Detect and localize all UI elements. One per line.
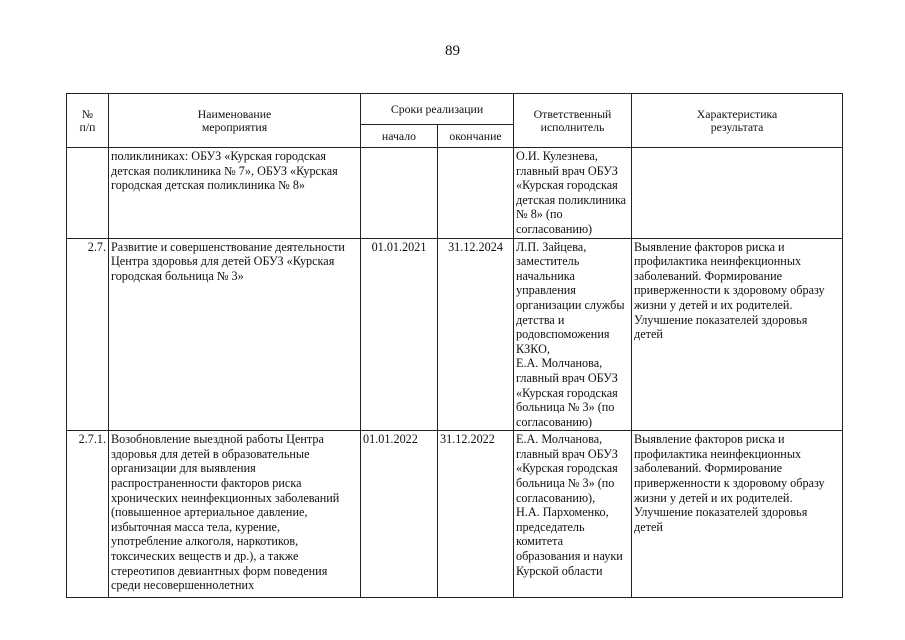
- row-result: [632, 148, 843, 239]
- row-responsible: О.И. Кулезнева, главный врач ОБУЗ «Курская городская детская поликлиника № 8» (по согласованию): [514, 148, 632, 239]
- header-result: Характеристика результата: [632, 94, 843, 148]
- header-period: Сроки реализации: [361, 94, 514, 125]
- row-num: 2.7.1.: [67, 431, 109, 598]
- row-end: 31.12.2024: [438, 238, 514, 431]
- row-end: [438, 148, 514, 239]
- row-responsible: Е.А. Молчанова, главный врач ОБУЗ «Курская городская больница № 3» (по согласованию), Н.А. Пархоменко, председатель комитета образования и науки Курской области: [514, 431, 632, 598]
- row-start: [361, 148, 438, 239]
- header-responsible: Ответственный исполнитель: [514, 94, 632, 148]
- row-name: Возобновление выездной работы Центра здоровья для детей в образовательные организации для выявления распространенности факторов риска хронических неинфекционных заболеваний (повышенное артериальное давление, избыточная масса тела, курение, употребление алкоголя, наркотиков, токсических веществ и др.), а также стереотипов девиантных форм поведения среди несовершеннолетних: [109, 431, 361, 598]
- header-end: окончание: [438, 125, 514, 148]
- page-number: 89: [445, 43, 460, 59]
- header-num: № п/п: [67, 94, 109, 148]
- header-name: Наименование мероприятия: [109, 94, 361, 148]
- row-start: 01.01.2021: [361, 238, 438, 431]
- table-row: [67, 238, 843, 431]
- row-end: 31.12.2022: [438, 431, 514, 598]
- table-row: [67, 431, 843, 598]
- row-num: [67, 148, 109, 239]
- header-row-top: [67, 94, 843, 125]
- row-result: Выявление факторов риска и профилактика неинфекционных заболеваний. Формирование приверженности к здоровому образу жизни у детей и их родителей. Улучшение показателей здоровья детей: [632, 431, 843, 598]
- row-num: 2.7.: [67, 238, 109, 431]
- row-result: Выявление факторов риска и профилактика неинфекционных заболеваний. Формирование приверженности к здоровому образу жизни у детей и их родителей. Улучшение показателей здоровья детей: [632, 238, 843, 431]
- header-start: начало: [361, 125, 438, 148]
- row-responsible: Л.П. Зайцева, заместитель начальника управления организации службы детства и родовспоможения КЗКО, Е.А. Молчанова, главный врач ОБУЗ «Курская городская больница № 3» (по согласованию): [514, 238, 632, 431]
- measures-table: [66, 93, 843, 598]
- row-name: поликлиниках: ОБУЗ «Курская городская детская поликлиника № 7», ОБУЗ «Курская городская детская поликлиника № 8»: [109, 148, 361, 239]
- row-start: 01.01.2022: [361, 431, 438, 598]
- row-name: Развитие и совершенствование деятельности Центра здоровья для детей ОБУЗ «Курская городская больница № 3»: [109, 238, 361, 431]
- table-row: [67, 148, 843, 239]
